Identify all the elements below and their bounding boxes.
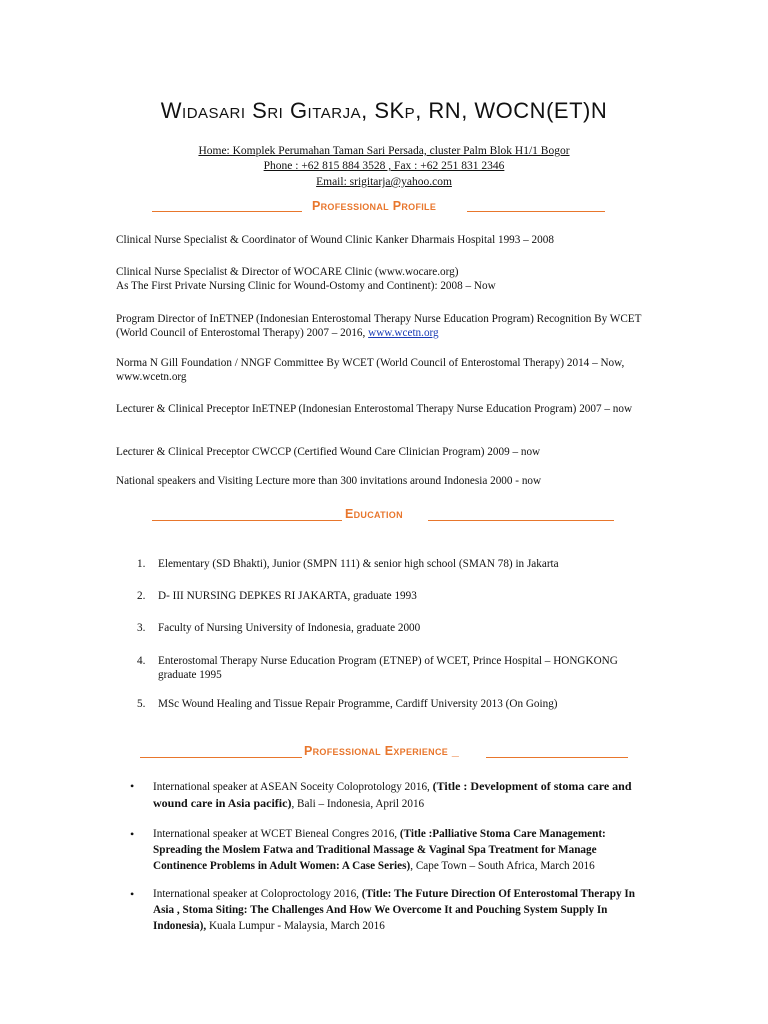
list-number: 1. bbox=[137, 558, 146, 570]
experience-text bbox=[153, 886, 643, 934]
email-address[interactable]: Email: srigitarja@yahoo.com bbox=[316, 176, 452, 188]
education-text: D- III NURSING DEPKES RI JAKARTA, graduate 1993 bbox=[158, 590, 417, 602]
education-text: Elementary (SD Bhakti), Junior (SMPN 111) & senior high school (SMAN 78) in Jakarta bbox=[158, 558, 559, 570]
profile-item-text: Program Director of InETNEP (Indonesian Enterostomal Therapy Nurse Education Program) Recognition By WCET (World Council of Enterostomal Therapy) 2007 – 2016, bbox=[116, 313, 642, 339]
experience-post: , Cape Town – South Africa, March 2016 bbox=[410, 860, 595, 872]
resume-name: Widasari Sri Gitarja, SKp, RN, WOCN(ET)N bbox=[160, 98, 608, 123]
profile-item: National speakers and Visiting Lecture more than 300 invitations around Indonesia 2000 - now bbox=[116, 475, 542, 487]
profile-item-line: As The First Private Nursing Clinic for Wound-Ostomy and Continent): 2008 – Now bbox=[116, 280, 496, 292]
profile-item: Norma N Gill Foundation / NNGF Committee By WCET (World Council of Enterostomal Therapy) 2014 – Now, www.wcetn.org bbox=[116, 357, 625, 383]
phone-fax: Phone : +62 815 884 3528 , Fax : +62 251 831 2346 bbox=[263, 160, 505, 172]
wcetn-link[interactable]: www.wcetn.org bbox=[368, 327, 439, 339]
experience-post: Kuala Lumpur - Malaysia, March 2016 bbox=[206, 920, 385, 932]
experience-title: (Title : Development of stoma care and wound care in Asia pacific) bbox=[153, 779, 632, 810]
bullet: • bbox=[130, 827, 135, 841]
education-text: MSc Wound Healing and Tissue Repair Programme, Cardiff University 2013 (On Going) bbox=[158, 698, 558, 710]
heading-rule-left bbox=[140, 757, 302, 758]
section-heading-text: Professional Experience bbox=[304, 744, 449, 758]
experience-title: (Title: The Future Direction Of Enterostomal Therapy In Asia , Stoma Siting: The Challenges And How We Overcome It and Pouching System Supply In Indonesia), bbox=[153, 888, 635, 932]
profile-item: Lecturer & Clinical Preceptor InETNEP (Indonesian Enterostomal Therapy Nurse Education Program) 2007 – now bbox=[116, 403, 633, 415]
heading-rule-right bbox=[467, 211, 605, 212]
profile-item-line: Clinical Nurse Specialist & Director of WOCARE Clinic (www.wocare.org) bbox=[116, 266, 459, 278]
profile-item bbox=[116, 265, 661, 293]
heading-rule-left bbox=[152, 211, 302, 212]
section-heading-experience bbox=[304, 744, 459, 758]
experience-pre: International speaker at ASEAN Soceity Coloprotology 2016, bbox=[153, 781, 430, 793]
heading-rule-left bbox=[152, 520, 342, 521]
profile-item: Lecturer & Clinical Preceptor CWCCP (Certified Wound Care Clinician Program) 2009 – now bbox=[116, 446, 541, 458]
experience-pre: International speaker at Coloproctology 2016, bbox=[153, 888, 359, 900]
section-heading-education: Education bbox=[345, 507, 403, 521]
experience-pre: International speaker at WCET Bieneal Congres 2016, bbox=[153, 828, 398, 840]
bullet: • bbox=[130, 779, 135, 793]
section-heading-profile: Professional Profile bbox=[312, 199, 437, 213]
bullet: • bbox=[130, 887, 135, 901]
profile-item bbox=[116, 312, 661, 340]
education-text: Enterostomal Therapy Nurse Education Program (ETNEP) of WCET, Prince Hospital – HONGKONG graduate 1995 bbox=[158, 655, 618, 681]
heading-rule-right bbox=[486, 757, 628, 758]
experience-post: , Bali – Indonesia, April 2016 bbox=[291, 798, 425, 810]
profile-item: Clinical Nurse Specialist & Coordinator of Wound Clinic Kanker Dharmais Hospital 1993 – 2008 bbox=[116, 234, 554, 246]
list-number: 4. bbox=[137, 655, 146, 667]
heading-rule-right bbox=[428, 520, 614, 521]
section-heading-prefix: _ bbox=[451, 744, 460, 758]
education-text: Faculty of Nursing University of Indonesia, graduate 2000 bbox=[158, 622, 421, 634]
experience-text bbox=[153, 778, 643, 812]
list-number: 3. bbox=[137, 622, 146, 634]
experience-text bbox=[153, 826, 643, 874]
list-number: 2. bbox=[137, 590, 146, 602]
home-address: Home: Komplek Perumahan Taman Sari Persada, cluster Palm Blok H1/1 Bogor bbox=[198, 145, 570, 157]
experience-title: (Title :Palliative Stoma Care Management: Spreading the Moslem Fatwa and Traditional Massage & Vaginal Spa Treatment for Manage Continence Problems in Adult Women: A Case Series) bbox=[153, 828, 606, 872]
list-number: 5. bbox=[137, 698, 146, 710]
